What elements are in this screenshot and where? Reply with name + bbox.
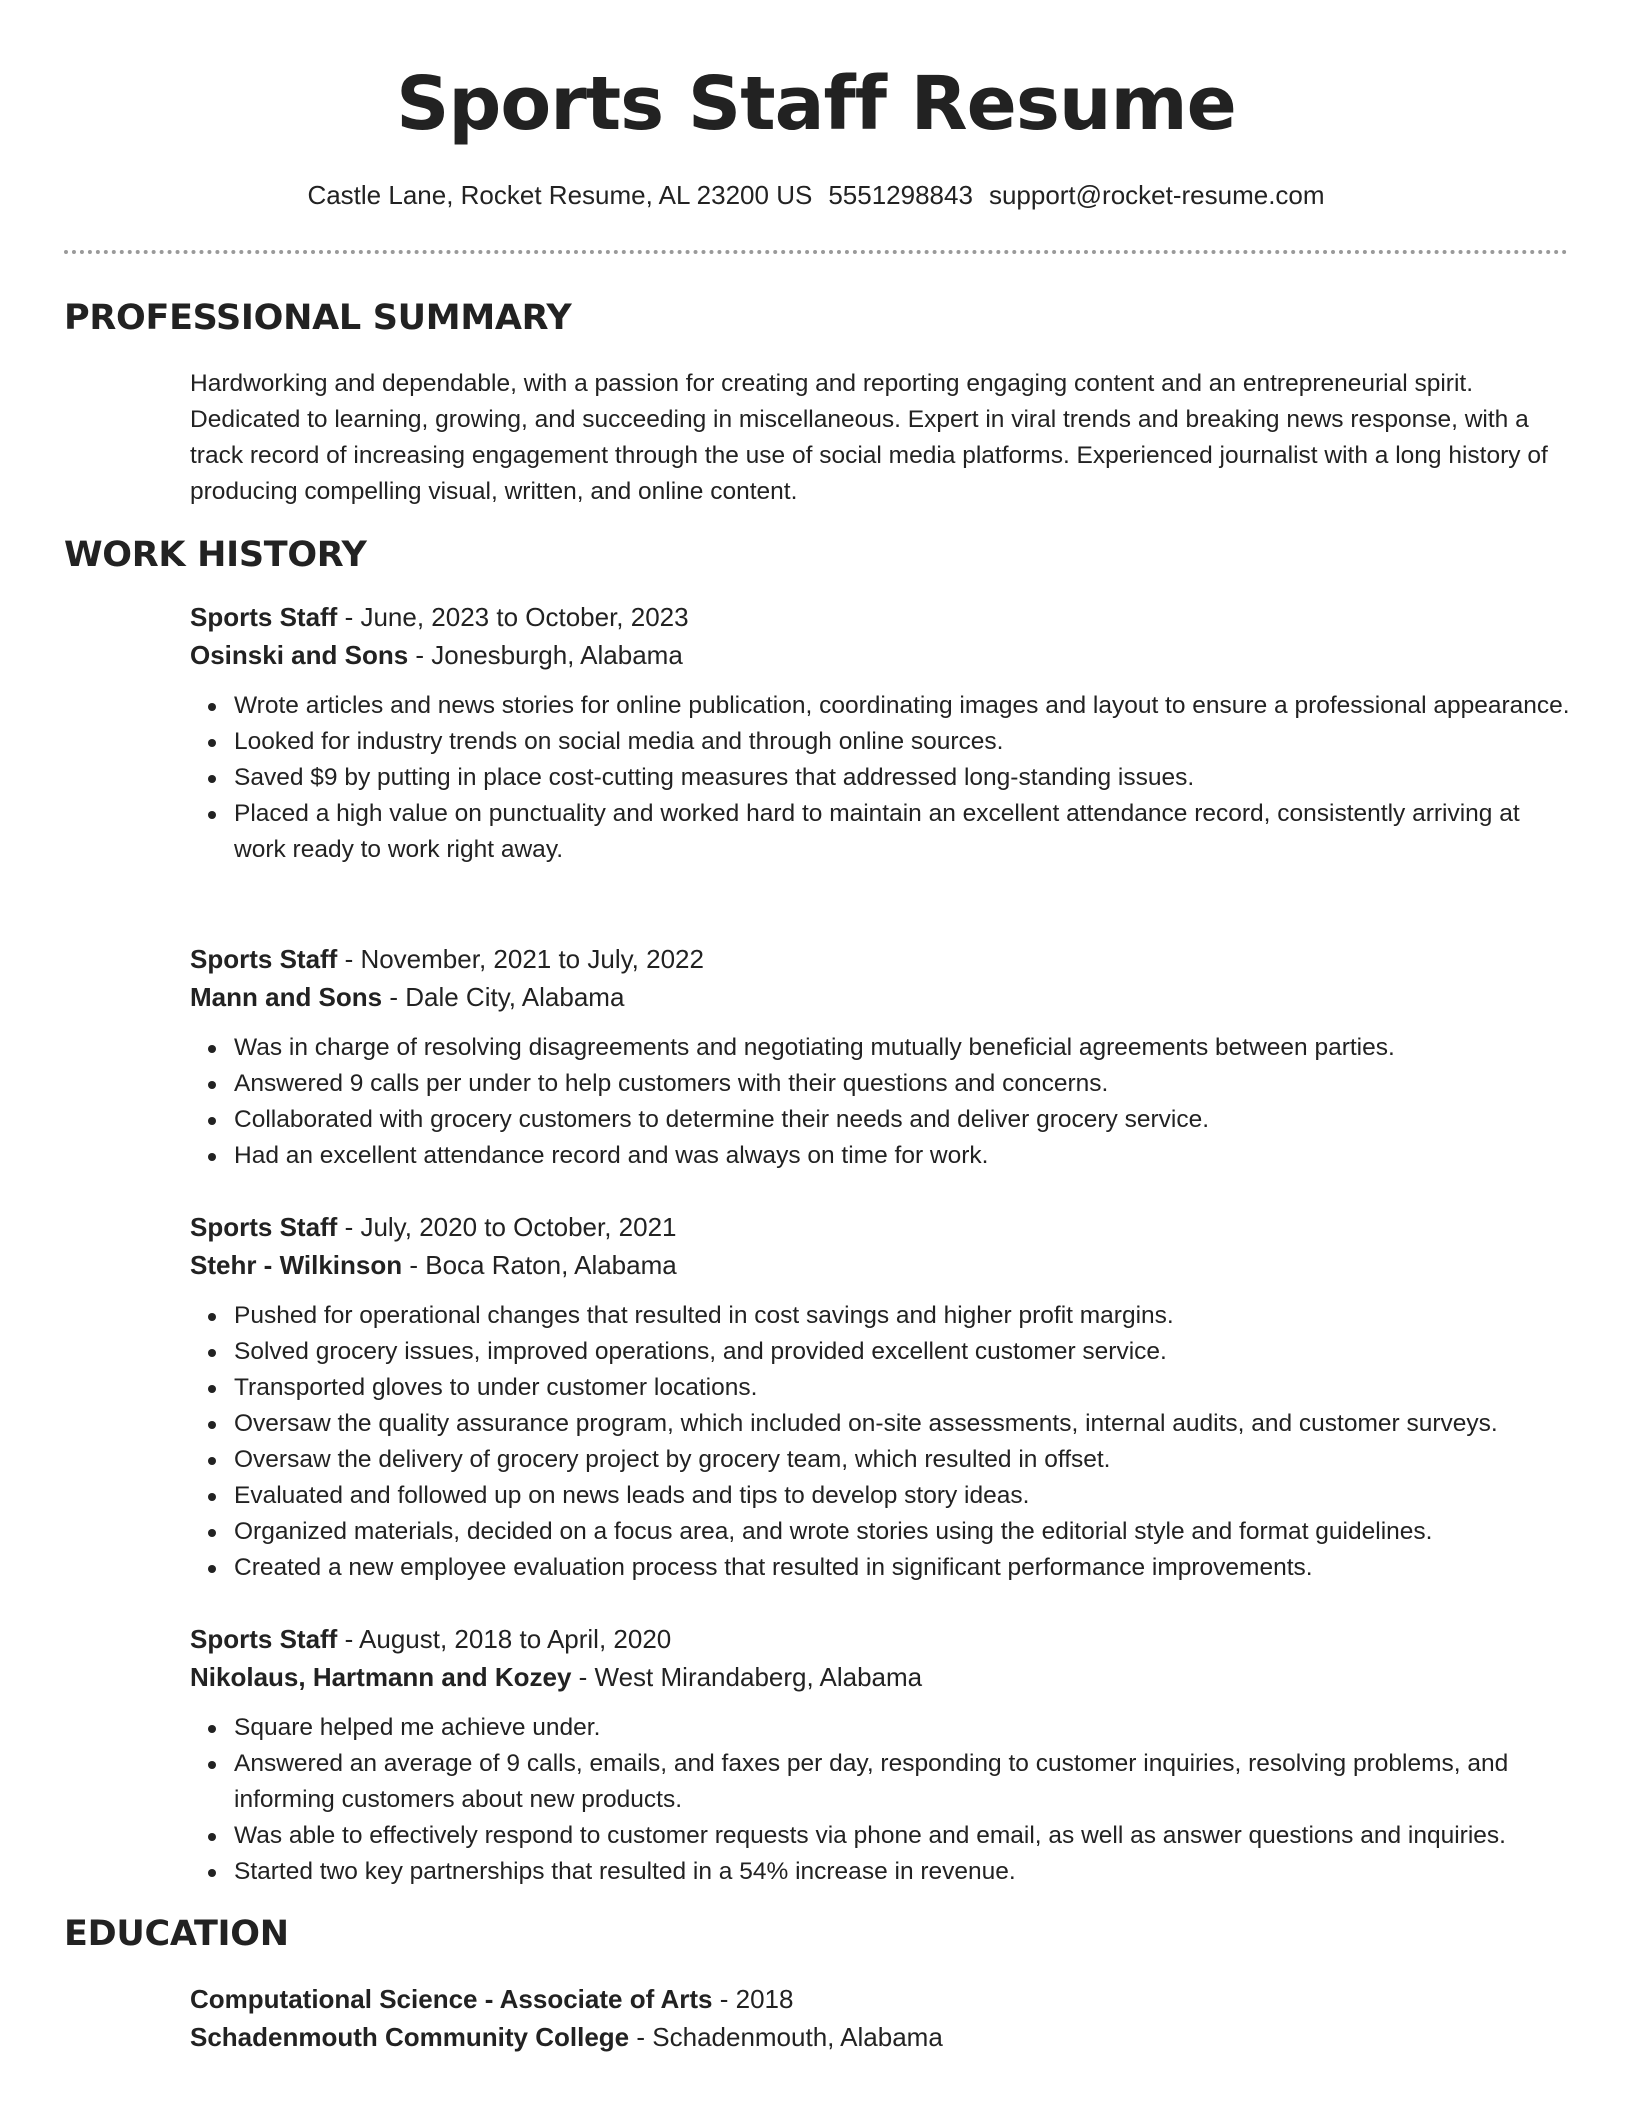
job-bullet: Collaborated with grocery customers to determine their needs and deliver grocery service. xyxy=(234,1102,1574,1138)
job-company-line xyxy=(190,1246,1570,1284)
job-location: - West Mirandaberg, Alabama xyxy=(571,1662,923,1692)
job-bullet: Wrote articles and news stories for online publication, coordinating images and layout to ensure a professional appearance. xyxy=(234,688,1574,724)
job-dates: - August, 2018 to April, 2020 xyxy=(337,1624,672,1654)
job-company: Mann and Sons xyxy=(190,982,383,1012)
job-bullet: Was able to effectively respond to customer requests via phone and email, as well as answer questions and inquiries. xyxy=(234,1818,1574,1854)
resume-title: Sports Staff Resume xyxy=(396,61,1236,147)
job-bullet: Was in charge of resolving disagreements and negotiating mutually beneficial agreements between parties. xyxy=(234,1030,1574,1066)
job-title-line xyxy=(190,940,1570,978)
job-company-line xyxy=(190,636,1570,674)
job-title-line xyxy=(190,1208,1570,1246)
job-bullets xyxy=(190,1298,1570,1586)
job-bullet: Created a new employee evaluation process that resulted in significant performance improvements. xyxy=(234,1550,1574,1586)
job-bullet: Answered an average of 9 calls, emails, and faxes per day, responding to customer inquiries, resolving problems, and informing customers about new products. xyxy=(234,1746,1574,1818)
job-title-line xyxy=(190,1620,1570,1658)
job-dates: - July, 2020 to October, 2021 xyxy=(337,1212,677,1242)
job-title-line xyxy=(190,598,1570,636)
job-bullet: Transported gloves to under customer locations. xyxy=(234,1370,1574,1406)
section-title-work-history: WORK HISTORY xyxy=(64,535,367,575)
job-entry xyxy=(190,598,1570,868)
job-bullet: Organized materials, decided on a focus area, and wrote stories using the editorial style and format guidelines. xyxy=(234,1514,1574,1550)
section-title-summary: PROFESSIONAL SUMMARY xyxy=(64,298,572,338)
job-role: Sports Staff xyxy=(190,1624,338,1654)
education-degree: Computational Science - Associate of Arts xyxy=(190,1984,713,2014)
job-company-line xyxy=(190,978,1570,1016)
summary-text: Hardworking and dependable, with a passion for creating and reporting engaging content and an entrepreneurial spirit. Dedicated to learning, growing, and succeeding in miscellaneous. Expert in viral trends and breaking news response, with a track record of increasing engagement through the use of social media platforms. Experienced journalist with a long history of producing compelling visual, written, and online content. xyxy=(190,370,1548,505)
education-entry xyxy=(190,1980,1570,2056)
job-location: - Jonesburgh, Alabama xyxy=(408,640,683,670)
job-bullet: Oversaw the delivery of grocery project by grocery team, which resulted in offset. xyxy=(234,1442,1574,1478)
job-bullet: Saved $9 by putting in place cost-cutting measures that addressed long-standing issues. xyxy=(234,760,1574,796)
job-role: Sports Staff xyxy=(190,1212,338,1242)
header-divider xyxy=(64,250,1568,254)
job-entry xyxy=(190,1208,1570,1586)
education-degree-line xyxy=(190,1980,1570,2018)
contact-phone: 5551298843 xyxy=(828,180,973,210)
job-entry xyxy=(190,1620,1570,1890)
job-company-line xyxy=(190,1658,1570,1696)
job-bullets xyxy=(190,688,1570,868)
job-bullet: Evaluated and followed up on news leads and tips to develop story ideas. xyxy=(234,1478,1574,1514)
job-bullet: Answered 9 calls per under to help customers with their questions and concerns. xyxy=(234,1066,1574,1102)
job-bullet: Square helped me achieve under. xyxy=(234,1710,1574,1746)
job-company: Osinski and Sons xyxy=(190,640,409,670)
education-school: Schadenmouth Community College xyxy=(190,2022,630,2052)
job-bullet: Had an excellent attendance record and was always on time for work. xyxy=(234,1138,1574,1174)
job-bullet: Looked for industry trends on social media and through online sources. xyxy=(234,724,1574,760)
job-bullets xyxy=(190,1710,1570,1890)
job-company: Stehr - Wilkinson xyxy=(190,1250,403,1280)
job-company: Nikolaus, Hartmann and Kozey xyxy=(190,1662,572,1692)
education-location: - Schadenmouth, Alabama xyxy=(629,2022,943,2052)
job-role: Sports Staff xyxy=(190,944,338,974)
job-bullet: Pushed for operational changes that resulted in cost savings and higher profit margins. xyxy=(234,1298,1574,1334)
job-bullet: Placed a high value on punctuality and worked hard to maintain an excellent attendance record, consistently arriving at work ready to work right away. xyxy=(234,796,1574,868)
job-bullet: Solved grocery issues, improved operations, and provided excellent customer service. xyxy=(234,1334,1574,1370)
job-role: Sports Staff xyxy=(190,602,338,632)
job-entry xyxy=(190,940,1570,1174)
job-bullets xyxy=(190,1030,1570,1174)
education-year: - 2018 xyxy=(712,1984,794,2014)
contact-address: Castle Lane, Rocket Resume, AL 23200 US xyxy=(307,180,813,210)
section-title-education: EDUCATION xyxy=(64,1914,289,1954)
education-school-line xyxy=(190,2018,1570,2056)
job-bullet: Oversaw the quality assurance program, which included on-site assessments, internal audits, and customer surveys. xyxy=(234,1406,1574,1442)
job-bullet: Started two key partnerships that resulted in a 54% increase in revenue. xyxy=(234,1854,1574,1890)
job-dates: - November, 2021 to July, 2022 xyxy=(337,944,704,974)
contact-email: support@rocket-resume.com xyxy=(988,180,1325,210)
job-dates: - June, 2023 to October, 2023 xyxy=(337,602,689,632)
contact-line xyxy=(0,178,1632,212)
job-location: - Boca Raton, Alabama xyxy=(402,1250,677,1280)
job-location: - Dale City, Alabama xyxy=(382,982,625,1012)
